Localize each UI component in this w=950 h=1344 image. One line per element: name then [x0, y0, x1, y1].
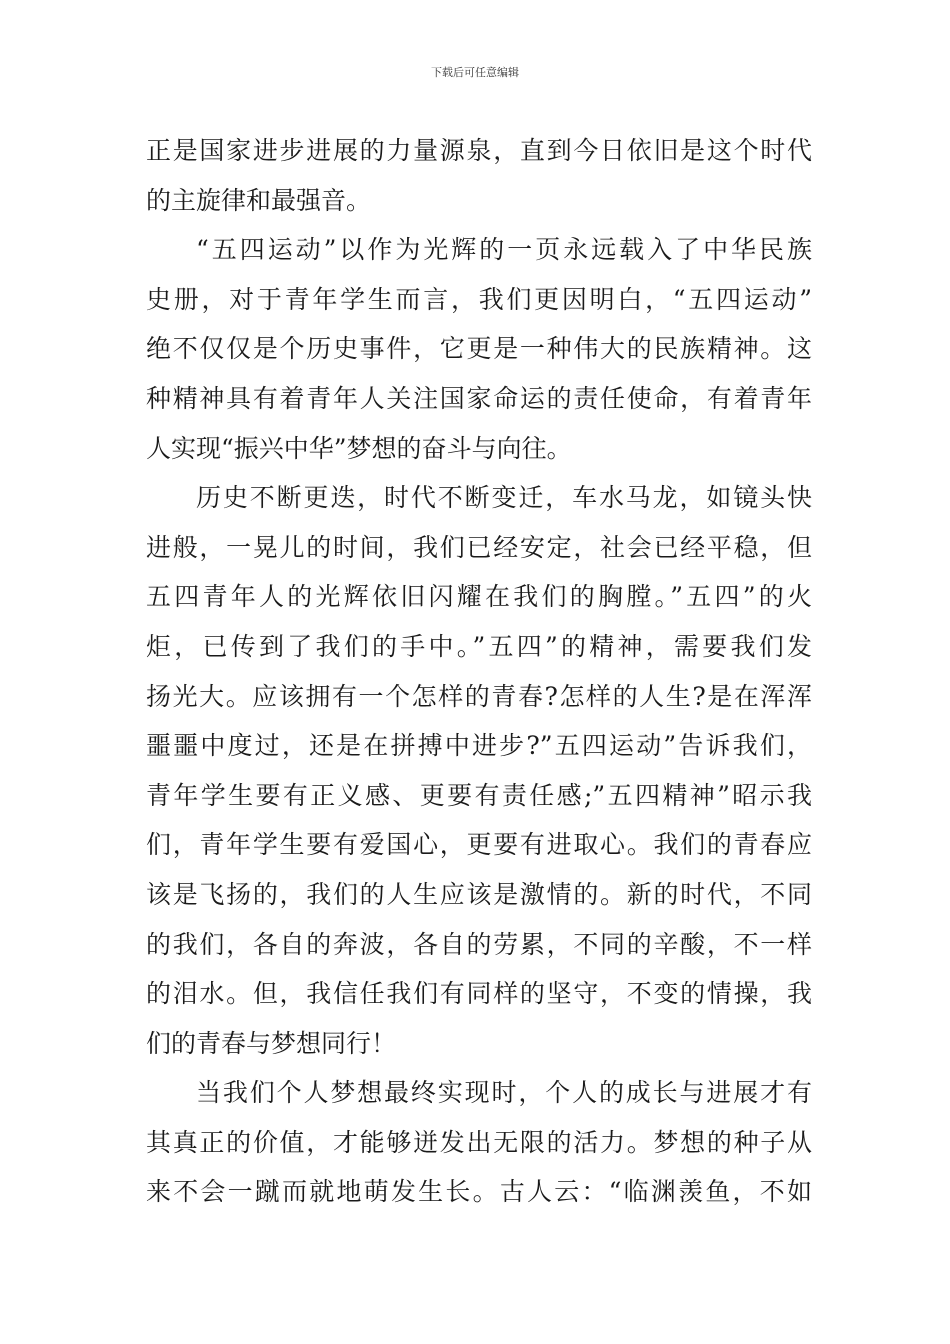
- text-line: 该是飞扬的，我们的人生应该是激情的。新的时代，不同: [146, 879, 812, 909]
- text-line: 的我们，各自的奔波，各自的劳累，不同的辛酸，不一样: [146, 929, 812, 959]
- page-header: 下载后可任意编辑: [431, 66, 519, 79]
- text-line: 绝不仅仅是个历史事件，它更是一种伟大的民族精神。这: [146, 334, 812, 364]
- text-line: 人实现“振兴中华”梦想的奋斗与向往。: [146, 433, 572, 463]
- text-line: “五四运动”以作为光辉的一页永远载入了中华民族: [196, 235, 812, 265]
- text-line: 正是国家进步进展的力量源泉，直到今日依旧是这个时代: [146, 136, 812, 165]
- text-line: 种精神具有着青年人关注国家命运的责任使命，有着青年: [146, 383, 812, 413]
- text-line: 五四青年人的光辉依旧闪耀在我们的胸膛。”五四”的火: [146, 582, 812, 612]
- text-line: 进般，一晃儿的时间，我们已经安定，社会已经平稳，但: [146, 532, 812, 562]
- text-line: 噩噩中度过，还是在拼搏中进步?”五四运动”告诉我们，: [146, 731, 812, 761]
- text-line: 扬光大。应该拥有一个怎样的青春?怎样的人生?是在浑浑: [146, 681, 812, 711]
- text-line: 其真正的价值，才能够迸发出无限的活力。梦想的种子从: [146, 1127, 812, 1157]
- text-line: 们的青春与梦想同行！: [146, 1028, 397, 1058]
- text-line: 青年学生要有正义感、更要有责任感;”五四精神”昭示我: [146, 780, 812, 810]
- text-line: 史册，对于青年学生而言，我们更因明白，“五四运动”: [146, 284, 812, 314]
- text-line: 来不会一蹴而就地萌发生长。古人云：“临渊羡鱼，不如: [146, 1177, 812, 1207]
- text-line: 的主旋律和最强音。: [146, 185, 372, 215]
- document-body: [146, 126, 812, 1217]
- text-line: 的泪水。但，我信任我们有同样的坚守，不变的情操，我: [146, 979, 812, 1009]
- text-line: 当我们个人梦想最终实现时，个人的成长与进展才有: [196, 1078, 812, 1108]
- text-line: 炬，已传到了我们的手中。”五四”的精神，需要我们发: [146, 631, 812, 661]
- text-line: 们，青年学生要有爱国心，更要有进取心。我们的青春应: [146, 830, 812, 860]
- text-line: 历史不断更迭，时代不断变迁，车水马龙，如镜头快: [196, 483, 812, 513]
